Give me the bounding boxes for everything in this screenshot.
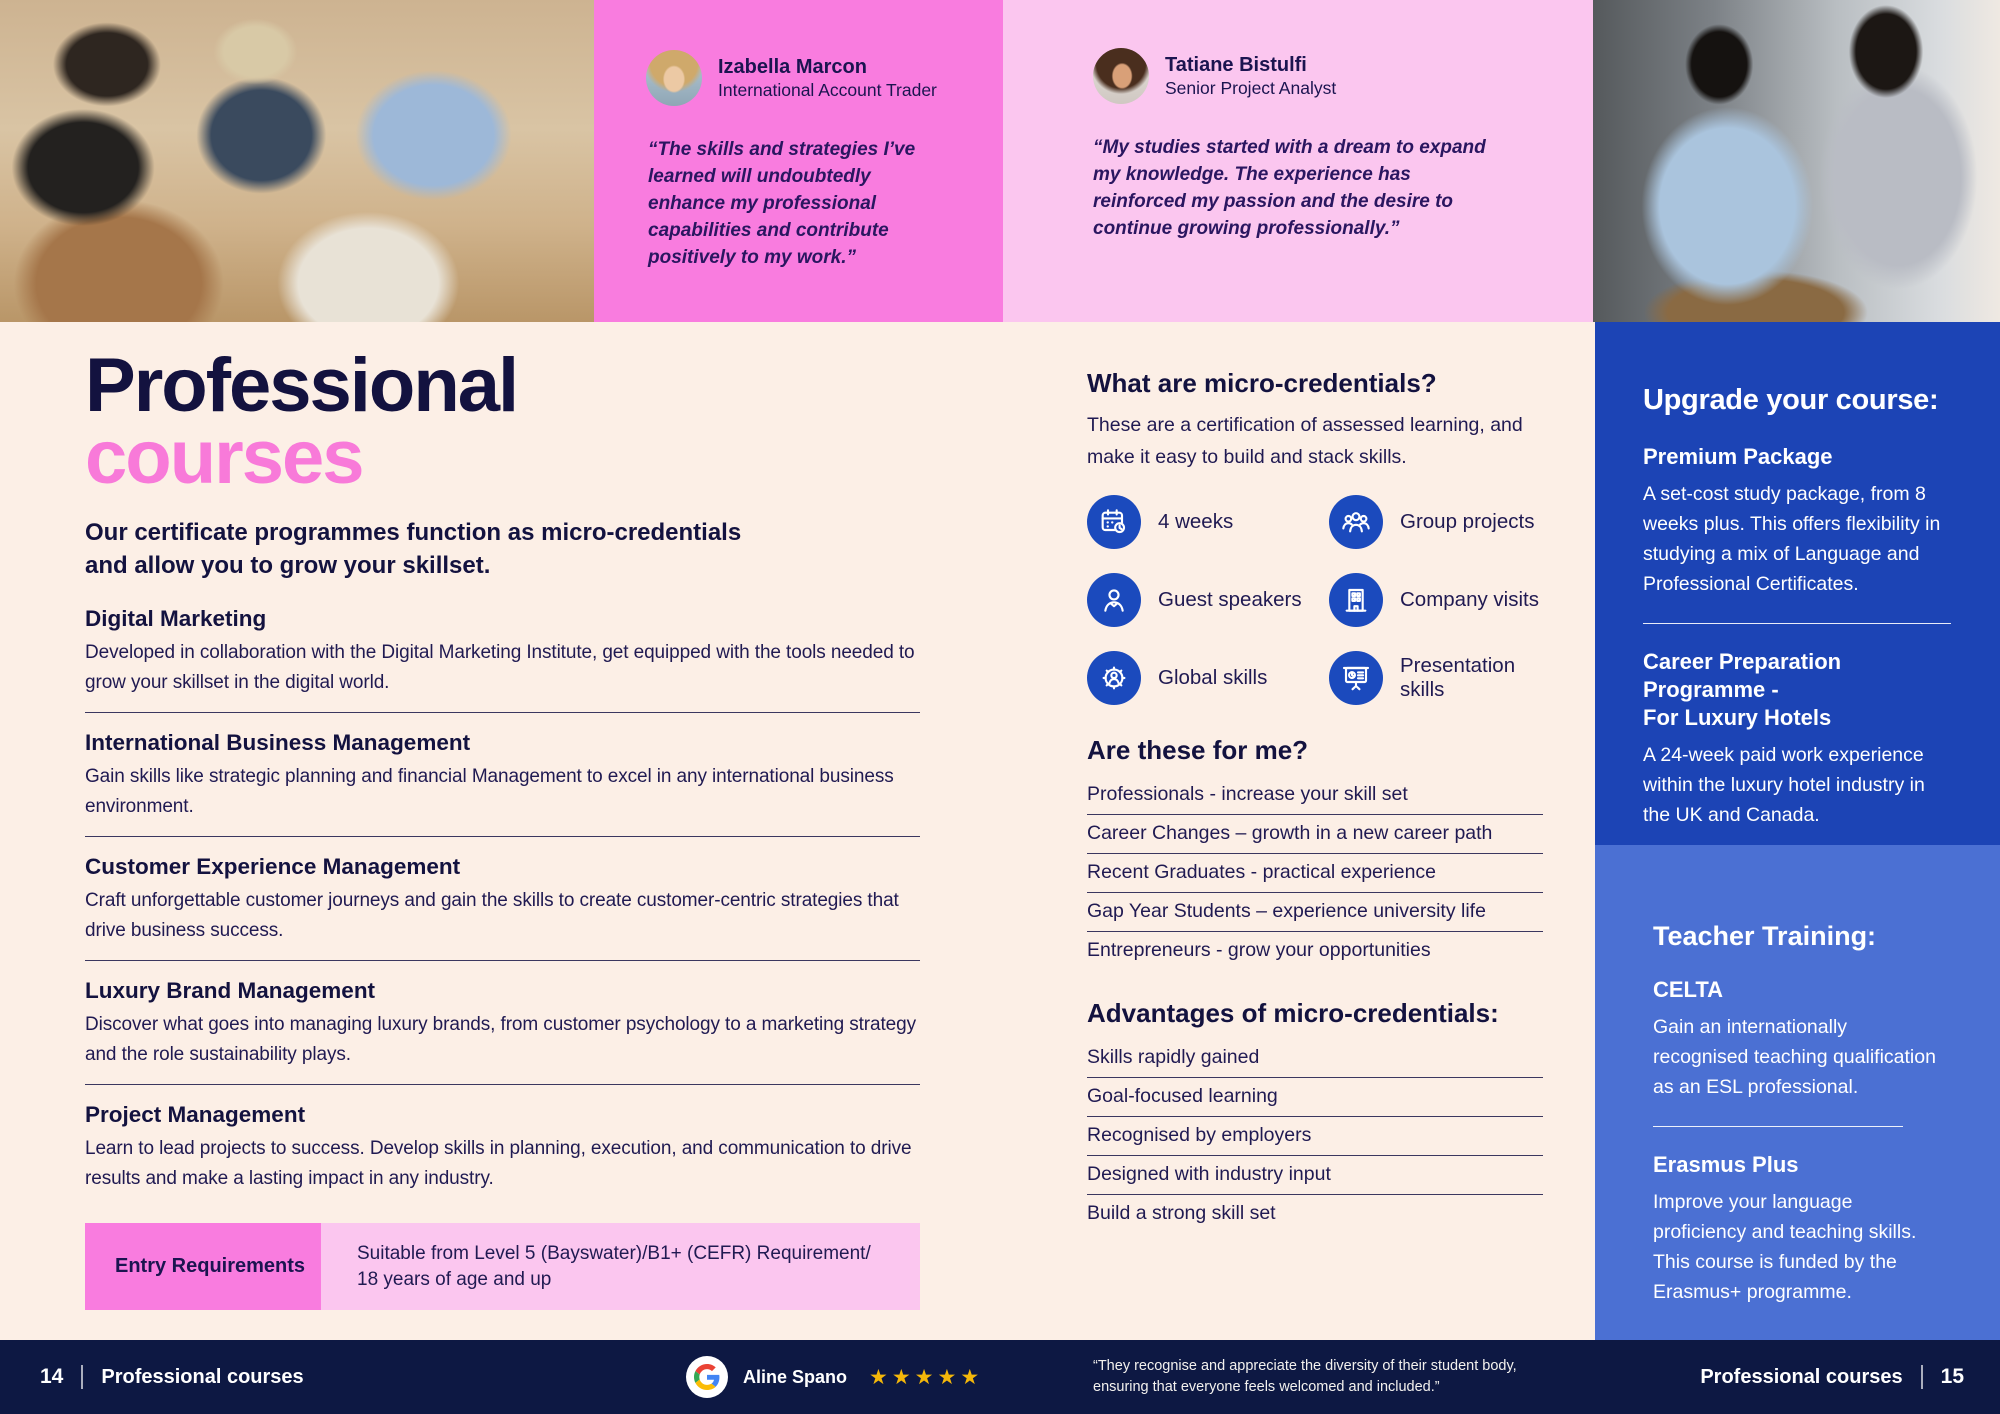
left-column — [85, 343, 920, 1310]
list-item: Gap Year Students – experience university life — [1087, 893, 1543, 932]
course-description: Learn to lead projects to success. Develop skills in planning, execution, and communication to drive results and make a lasting impact in any industry. — [85, 1138, 912, 1189]
entry-requirements-line2: 18 years of age and up — [357, 1268, 552, 1290]
course-description: Gain skills like strategic planning and financial Management to excel in any international business environment. — [85, 766, 894, 817]
divider — [85, 1084, 920, 1085]
course-title: Customer Experience Management — [85, 854, 461, 879]
top-band — [0, 0, 2000, 322]
feature-label: Presentation skills — [1400, 654, 1516, 701]
course-title: Digital Marketing — [85, 606, 267, 631]
footer-right — [1700, 1340, 1964, 1414]
teacher-training-panel — [1595, 845, 2000, 1340]
upgrade-section-title — [1643, 648, 1964, 732]
feature-label: Guest speakers — [1158, 588, 1302, 611]
divider — [1643, 623, 1951, 624]
course-title: International Business Management — [85, 730, 471, 755]
reviewer-name: Aline Spano — [743, 1366, 848, 1387]
feature-label: Group projects — [1400, 510, 1535, 533]
divider — [85, 712, 920, 713]
course-item — [85, 606, 920, 697]
advantages-list — [1087, 1039, 1543, 1233]
list-item: Entrepreneurs - grow your opportunities — [1087, 939, 1431, 961]
group-people-icon — [1329, 495, 1383, 549]
upgrade-section-title-line2: For Luxury Hotels — [1643, 705, 1832, 730]
list-item: Recent Graduates - practical experience — [1087, 854, 1543, 893]
page-title-line2: courses — [85, 415, 363, 500]
testimonial-card-izabella — [594, 0, 1003, 322]
upgrade-section-title-line1: Career Preparation Programme - — [1643, 649, 1842, 702]
list-item: Designed with industry input — [1087, 1156, 1543, 1195]
footer-divider — [1921, 1365, 1923, 1389]
teacher-section-title: Erasmus Plus — [1653, 1152, 1799, 1177]
divider — [1653, 1126, 1903, 1127]
middle-column — [1087, 368, 1543, 1233]
calendar-clock-icon — [1087, 495, 1141, 549]
photo-office-discussion — [1593, 0, 2000, 322]
feature-item — [1087, 651, 1329, 705]
list-item: Professionals - increase your skill set — [1087, 776, 1543, 815]
footer-section-label: Professional courses — [101, 1365, 304, 1388]
course-description: Craft unforgettable customer journeys and gain the skills to create customer-centric strategies that drive business success. — [85, 890, 899, 941]
list-item: Skills rapidly gained — [1087, 1039, 1543, 1078]
teacher-section-body: Gain an internationally recognised teaching qualification as an ESL professional. — [1653, 1016, 1936, 1098]
micro-credentials-description: These are a certification of assessed learning, and make it easy to build and stack skills. — [1087, 414, 1523, 468]
testimonial-name: Izabella Marcon — [718, 55, 867, 78]
testimonial-card-tatiane — [1003, 0, 1593, 322]
feature-item — [1087, 495, 1329, 549]
upgrade-section-body: A 24-week paid work experience within the luxury hotel industry in the UK and Canada. — [1643, 744, 1925, 826]
star-rating: ★★★★★ — [869, 1365, 984, 1389]
gear-person-icon — [1087, 651, 1141, 705]
testimonial-quote: “The skills and strategies I’ve learned will undoubtedly enhance my professional capabilities and contribute positively to my work.” — [648, 139, 916, 268]
entry-requirements-text — [321, 1223, 920, 1310]
page-number-right: 15 — [1940, 1365, 1964, 1388]
feature-item — [1329, 651, 1543, 705]
course-item — [85, 978, 920, 1069]
building-icon — [1329, 573, 1383, 627]
upgrade-section-body: A set-cost study package, from 8 weeks plus. This offers flexibility in studying a mix of Language and Professional Certificates. — [1643, 483, 1941, 595]
main-content — [0, 322, 2000, 1340]
teacher-section-title: CELTA — [1653, 977, 1724, 1002]
teacher-section-body: Improve your language proficiency and teaching skills. This course is funded by the Erasmus+ programme. — [1653, 1191, 1917, 1303]
testimonial-name: Tatiane Bistulfi — [1165, 53, 1307, 76]
google-review — [686, 1340, 983, 1414]
course-description: Discover what goes into managing luxury brands, from customer psychology to a marketing strategy and the role sustainability plays. — [85, 1014, 917, 1065]
photo-students-collaborating — [0, 0, 594, 322]
course-item — [85, 854, 920, 945]
footer-quote-line1: “They recognise and appreciate the diversity of their student body, — [1093, 1358, 1517, 1374]
course-list — [85, 606, 920, 1193]
presentation-icon — [1329, 651, 1383, 705]
course-title: Luxury Brand Management — [85, 978, 376, 1003]
feature-item — [1329, 495, 1543, 549]
feature-label: 4 weeks — [1158, 510, 1234, 533]
course-item — [85, 1102, 920, 1193]
footer-divider — [81, 1365, 83, 1389]
upgrade-panel — [1595, 322, 2000, 845]
testimonial-quote: “My studies started with a dream to expand my knowledge. The experience has reinforced my passion and the desire to continue growing professionally.” — [1093, 137, 1486, 239]
right-column — [1595, 322, 2000, 1340]
list-item: Build a strong skill set — [1087, 1202, 1276, 1224]
google-logo-icon — [686, 1356, 728, 1398]
footer-section-label: Professional courses — [1700, 1365, 1903, 1388]
page-intro: Our certificate programmes function as micro-credentials and allow you to grow your skillset. — [85, 519, 742, 579]
entry-requirements-label: Entry Requirements — [85, 1223, 321, 1310]
page-number-left: 14 — [40, 1365, 64, 1388]
list-item: Goal-focused learning — [1087, 1078, 1543, 1117]
feature-label: Company visits — [1400, 588, 1539, 611]
course-item — [85, 730, 920, 821]
upgrade-section-title: Premium Package — [1643, 444, 1833, 469]
micro-credentials-heading: What are micro-credentials? — [1087, 368, 1437, 398]
for-me-list — [1087, 776, 1543, 970]
course-title: Project Management — [85, 1102, 306, 1127]
entry-requirements-line1: Suitable from Level 5 (Bayswater)/B1+ (CEFR) Requirement/ — [357, 1242, 871, 1264]
feature-label: Global skills — [1158, 666, 1268, 689]
avatar-izabella — [646, 50, 702, 106]
list-item: Recognised by employers — [1087, 1117, 1543, 1156]
upgrade-heading: Upgrade your course: — [1643, 384, 1939, 416]
upgrade-section — [1643, 648, 1964, 830]
divider — [85, 836, 920, 837]
advantages-heading: Advantages of micro-credentials: — [1087, 998, 1499, 1028]
course-description: Developed in collaboration with the Digital Marketing Institute, get equipped with the tools needed to grow your skillset in the digital world. — [85, 642, 915, 693]
page-title — [85, 343, 920, 500]
divider — [85, 960, 920, 961]
footer-bar — [0, 1340, 2000, 1414]
teacher-section — [1653, 976, 1964, 1102]
for-me-heading: Are these for me? — [1087, 735, 1309, 765]
page-title-line1: Professional — [85, 343, 518, 428]
feature-item — [1329, 573, 1543, 627]
testimonial-role: Senior Project Analyst — [1165, 77, 1337, 98]
testimonial-role: International Account Trader — [718, 79, 937, 100]
avatar-tatiane — [1093, 48, 1149, 104]
footer-quote — [1093, 1356, 1517, 1398]
person-icon — [1087, 573, 1141, 627]
footer-left — [40, 1340, 304, 1414]
feature-grid — [1087, 495, 1543, 705]
teacher-training-heading: Teacher Training: — [1653, 921, 1877, 951]
list-item: Career Changes – growth in a new career path — [1087, 815, 1543, 854]
footer-quote-line2: ensuring that everyone feels welcomed and included.” — [1093, 1379, 1440, 1395]
feature-item — [1087, 573, 1329, 627]
upgrade-section — [1643, 443, 1964, 599]
teacher-section — [1653, 1151, 1964, 1307]
entry-requirements — [85, 1223, 920, 1310]
